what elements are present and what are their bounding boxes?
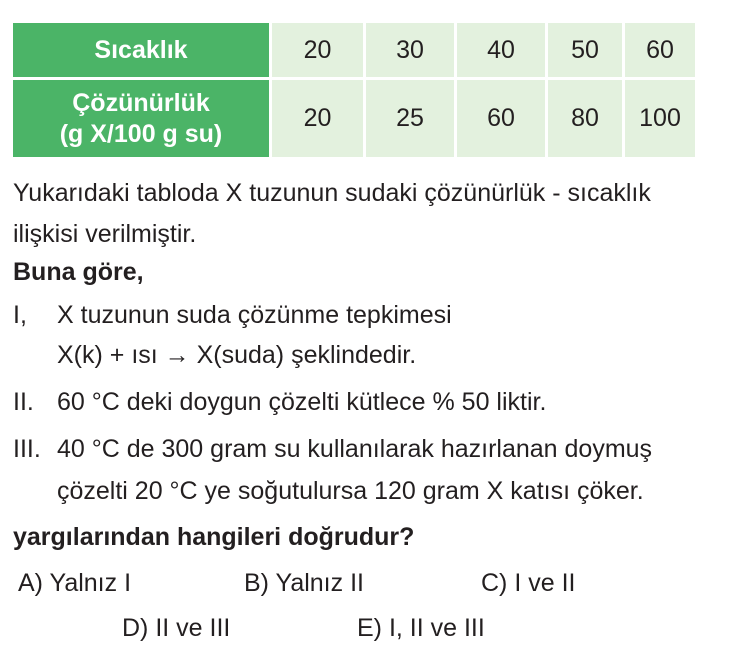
option-c[interactable]: C) I ve II <box>481 569 576 597</box>
statement-text: X(k) + ısı → X(suda) şeklindedir. <box>57 341 417 369</box>
question-prompt: Buna göre, <box>13 258 144 286</box>
temperature-cell: 50 <box>548 23 622 77</box>
option-b[interactable]: B) Yalnız II <box>244 569 364 597</box>
question-text: yargılarından hangileri doğrudur? <box>13 523 415 551</box>
solubility-header-title: Çözünürlük <box>72 88 210 117</box>
solubility-cell: 80 <box>548 80 622 157</box>
statement-number: II. <box>13 388 34 416</box>
statement-text: X tuzunun suda çözünme tepkimesi <box>57 301 452 329</box>
solubility-cell: 100 <box>625 80 695 157</box>
temperature-row <box>13 23 695 77</box>
statement-number: I, <box>13 301 27 329</box>
temperature-cell: 20 <box>272 23 363 77</box>
option-d[interactable]: D) II ve III <box>122 614 231 642</box>
solubility-row <box>13 80 695 157</box>
temperature-cell: 30 <box>366 23 454 77</box>
statement-text: 60 °C deki doygun çözelti kütlece % 50 liktir. <box>57 388 547 416</box>
solubility-header-unit: (g X/100 g su) <box>59 119 223 148</box>
statement-number: III. <box>13 435 41 463</box>
solubility-cell: 20 <box>272 80 363 157</box>
temperature-cell: 60 <box>625 23 695 77</box>
option-a[interactable]: A) Yalnız I <box>18 569 132 597</box>
statement-text: çözelti 20 °C ye soğutulursa 120 gram X katısı çöker. <box>57 477 644 505</box>
solubility-header <box>13 80 269 157</box>
intro-text-line1: Yukarıdaki tabloda X tuzunun sudaki çözünürlük - sıcaklık <box>13 179 651 207</box>
temperature-cell: 40 <box>457 23 545 77</box>
statement-text: 40 °C de 300 gram su kullanılarak hazırlanan doymuş <box>57 435 653 463</box>
temperature-header: Sıcaklık <box>13 23 269 77</box>
solubility-cell: 25 <box>366 80 454 157</box>
option-e[interactable]: E) I, II ve III <box>357 614 485 642</box>
intro-text-line2: ilişkisi verilmiştir. <box>13 220 197 248</box>
solubility-table <box>10 20 698 160</box>
solubility-cell: 60 <box>457 80 545 157</box>
